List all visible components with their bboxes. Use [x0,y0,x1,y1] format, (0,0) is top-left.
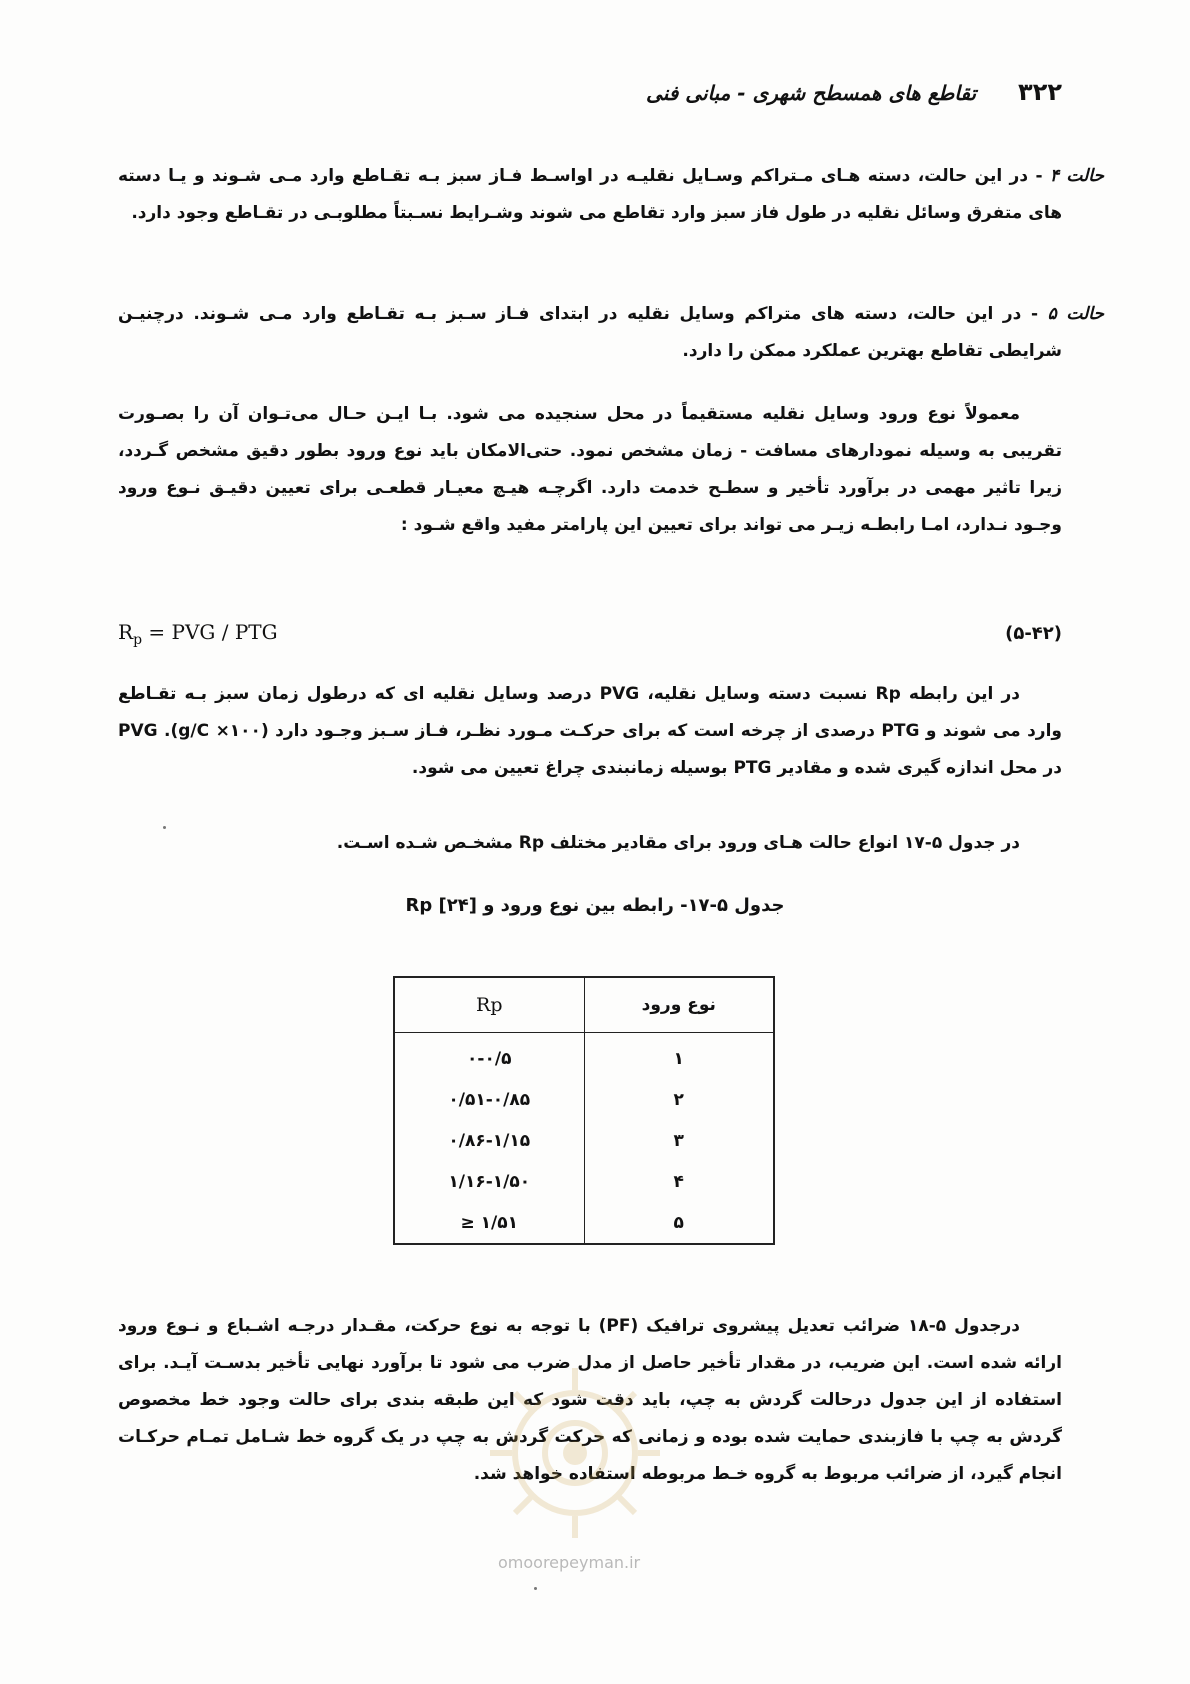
case-5-text: - در این حالت، دسته های متراکم وسایل نقلیه در ابتدای فـاز سـبز بـه تقـاطع وارد مـی شـوند. درچنیـن شرایطی تقاطع بهترین عملکرد ممکن را دارد. [118,304,1062,361]
table-reference-paragraph: در جدول ۵-۱۷ انواع حالت هـای ورود برای مقادیر مختلف Rp مشخـص شـده اسـت. [336,833,1020,853]
case-4-label: حالت ۴ [1049,166,1104,186]
adjustment-factor-paragraph: درجدول ۵-۱۸ ضرائب تعدیل پیشروی ترافیک (PF) با توجه به نوع حرکت، مقـدار درجـه اشـباع و نـوع ورود ارائه شده است. این ضریب، در مقدار تأخیر حاصل از مدل ضرب می شود تا برآورد نهایی تأخیر بدسـت آیـد. برای استفاده از این جدول درحالت گردش به چپ، باید دقت شود که این طبقه بندی برای حالت وجود خط مخصوص گردش به چپ با فازبندی حمایت شده بوده و زمانی که حرکت گردش به چپ در یک گروه خط شـامل تمـام حرکـات انجام گیرد، از ضرائب مربوط به گروه خـط مربوطه استفاده خواهد شد. [118,1316,1062,1484]
table-row [394,1079,774,1120]
column-header-rp: Rp [394,977,584,1033]
watermark-url: omoorepeyman.ir [498,1553,641,1572]
case-5-label: حالت ۵ [1047,304,1104,324]
equation: $R_p$ = PVG / PTG [118,620,278,648]
running-title: تقاطع های همسطح شهری - مبانی فنی [646,81,977,105]
page-number: ۳۲۲ [1018,78,1062,106]
cell-type: ۲ [673,1089,684,1110]
equation-row [118,620,1062,648]
cell-type: ۴ [673,1171,684,1192]
page-header [646,78,1062,106]
cell-type: ۱ [673,1048,684,1069]
table-caption: جدول ۵-۱۷- رابطه بین نوع ورود و Rp [۲۴] [405,895,785,916]
case-5-paragraph [118,296,1104,370]
column-header-arrival-type: نوع ورود [584,977,774,1033]
cell-type: ۳ [673,1130,684,1151]
case-4-text: - در این حالت، دسته هـای مـتراکم وسـایل نقلیـه در اواسـط فـاز سبز بـه تقـاطع وارد مـی شـوند و یـا دسته های متفرق وسائل نقلیه در طول فاز سبز وارد تقاطع می شوند وشـرایط نسـبتاً مطلوبـی در تقـاطع وجود دارد. [118,166,1062,223]
equation-explanation-paragraph: در این رابطه Rp نسبت دسته وسایل نقلیه، PVG درصد وسایل نقلیه ای که درطول زمان سبز بـه تقـاطع وارد می شوند و PTG درصدی از چرخه است که برای حرکـت مـورد نظـر، فـاز سـبز وجـود دارد (g/C ×۱۰۰). PVG در محل اندازه گیری شده و مقادیر PTG بوسیله زمانبندی چراغ تعیین می شود. [118,684,1062,778]
cell-rp: ۰-۰/۵ [394,1033,584,1080]
scan-speck [534,1587,537,1590]
watermark-gear-logo [480,1358,670,1548]
table-row [394,1161,774,1202]
table-row [394,1033,774,1080]
cell-rp: ≥ ۱/۵۱ [394,1202,584,1244]
equation-number: (۵-۴۲) [1005,623,1062,644]
arrival-type-table [393,976,775,1245]
arrival-type-paragraph: معمولاً نوع ورود وسایل نقلیه مستقیماً در محل سنجیده می شود. بـا ایـن حـال می‌تـوان آن را بصـورت تقریبی به وسیله نمودارهای مسافت - زمان مشخص نمود. حتی‌الامکان باید نوع ورود بطور دقیق مشخص گـردد، زیرا تاثیر مهمی در برآورد تأخیر و سطـح خدمت دارد. اگرچـه هیـچ معیـار قطعـی برای تعیین دقیـق نـوع ورود وجـود نـدارد، امـا رابطـه زیـر می تواند برای تعیین این پارامتر مفید واقع شـود : [118,404,1062,535]
case-4-paragraph [118,158,1104,232]
table-row [394,1202,774,1244]
cell-rp: ۱/۱۶-۱/۵۰ [394,1161,584,1202]
scan-speck [163,826,166,829]
cell-rp: ۰/۸۶-۱/۱۵ [394,1120,584,1161]
cell-type: ۵ [673,1212,684,1233]
cell-rp: ۰/۵۱-۰/۸۵ [394,1079,584,1120]
table-header-row [394,977,774,1033]
table-row [394,1120,774,1161]
